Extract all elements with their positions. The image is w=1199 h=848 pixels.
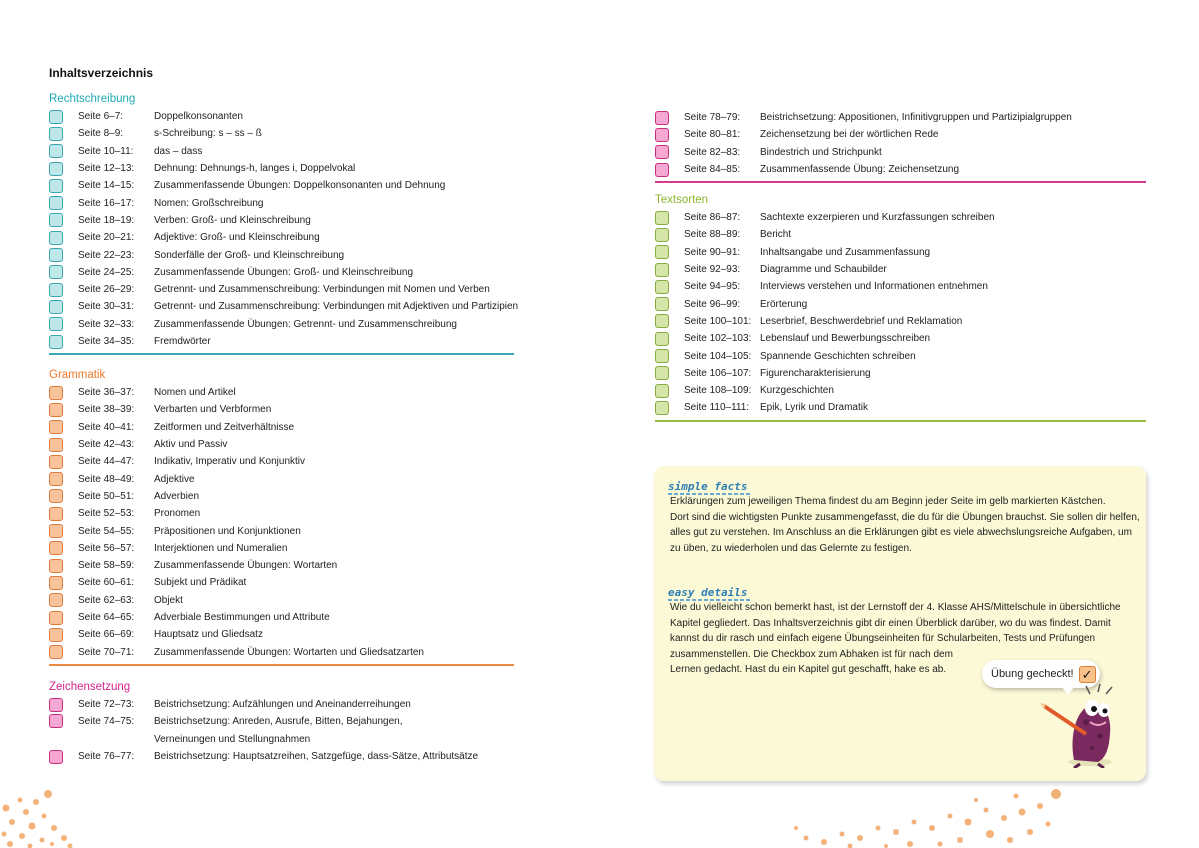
checkbox[interactable] [49,507,63,521]
checkbox[interactable] [49,213,63,227]
topic-title: Bericht [760,229,792,241]
checkmark-icon: ✓ [1079,666,1096,683]
page-range: Seite 86–87: [684,212,741,224]
checkbox[interactable] [49,559,63,573]
section-rechtschreibung [49,91,519,355]
toc-entry [49,540,514,557]
checkbox[interactable] [49,317,63,331]
page-range: Seite 74–75: [78,716,135,728]
topic-title: Zusammenfassende Übungen: Doppelkonsonanten und Dehnung [154,180,446,192]
topic-title: Inhaltsangabe und Zusammenfassung [760,246,931,258]
text-line: Wie du vielleicht schon bemerkt hast, ist der Lernstoff der 4. Klasse AHS/Mittelschule in übersichtliche [670,602,1121,613]
topic-title: Diagramme und Schaubilder [760,264,887,276]
page-range: Seite 22–23: [78,249,135,261]
toc-entry [49,246,514,263]
page-range: Seite 70–71: [78,646,135,658]
checkbox[interactable] [49,196,63,210]
page-range: Seite 34–35: [78,336,135,347]
section-heading: Textsorten [655,194,709,206]
toc-entry [49,748,514,765]
toc-entry [49,125,514,142]
checkbox[interactable] [49,386,63,400]
page-range: Seite 52–53: [78,508,135,520]
topic-title: Epik, Lyrik und Dramatik [760,402,868,414]
section-heading: Rechtschreibung [49,93,136,105]
page-range: Seite 80–81: [684,129,741,141]
toc-entry [49,194,514,211]
topic-title: Objekt [154,594,183,606]
topic-title: Kurzgeschichten [760,385,834,397]
checkbox[interactable] [655,384,669,398]
page-range: Seite 108–109: [684,385,752,397]
toc-entry [655,330,1146,347]
topic-title: Bindestrich und Strichpunkt [760,146,882,158]
text-line: kannst du dir rasch und einfach eigene Übungseinheiten für Schularbeiten, Tests und Prüfungen [670,633,1096,644]
page-range: Seite 88–89: [684,229,741,241]
text-line: Lernen gedacht. Hast du ein Kapitel gut geschafft, hake es ab. [670,664,947,675]
page-range: Seite 100–101: [684,315,752,327]
page-range: Seite 24–25: [78,266,135,278]
section-divider [49,664,514,666]
checkbox[interactable] [49,698,63,712]
page-range: Seite 10–11: [78,145,134,157]
topic-title: Sonderfälle der Groß- und Kleinschreibung [154,249,345,261]
page-range: Seite 20–21: [78,232,135,244]
toc-entry [655,126,1146,143]
toc-entry [655,365,1146,382]
page-range: Seite 12–13: [78,163,135,175]
checkbox[interactable] [49,248,63,262]
checkbox[interactable] [655,349,669,363]
page-range: Seite 84–85: [684,164,741,176]
page-range: Seite 92–93: [684,264,741,276]
page-range: Seite 56–57: [78,542,135,554]
checkbox[interactable] [655,228,669,242]
checkbox[interactable] [49,283,63,297]
topic-title: s-Schreibung: s – ss – ß [154,128,262,140]
topic-title: Figurencharakterisierung [760,367,871,379]
toc-entry [49,470,514,487]
topic-title: Nomen: Großschreibung [154,197,264,209]
toc-entry [655,244,1146,261]
checkbox[interactable] [655,211,669,225]
page-range: Seite 32–33: [78,318,135,330]
toc-entry [49,626,514,643]
topic-title [154,713,514,748]
text-line: zusammenstellen. Die Checkbox zum Abhaken ist für nach dem [670,648,953,660]
page-range: Seite 78–79: [684,112,741,124]
topic-title: Zusammenfassende Übungen: Wortarten [154,560,338,572]
section-divider [655,420,1146,422]
topic-title: Erörterung [760,298,808,310]
section-heading: Zeichensetzung [49,681,131,693]
toc-entry [49,436,514,453]
page-range: Seite 62–63: [78,594,135,606]
topic-title: Adverbiale Bestimmungen und Attribute [154,612,330,623]
section-zeichensetzung [49,679,514,765]
page-range: Seite 48–49: [78,473,135,485]
toc-entry [49,522,514,539]
page-range: Seite 14–15: [78,180,135,192]
toc-entry [655,144,1146,161]
page-range: Seite 50–51: [78,490,135,502]
page-range: Seite 110–111: [684,402,750,414]
page-range: Seite 16–17: [78,197,135,209]
easy-details-heading: easy details [668,586,748,599]
checkbox[interactable] [49,750,63,764]
toc-entry [655,109,1146,126]
checkbox[interactable] [49,144,63,158]
toc-entry [655,278,1146,295]
checkbox[interactable] [49,472,63,486]
toc-entry [49,316,514,333]
section-divider [49,353,514,355]
topic-title: Zusammenfassende Übung: Zeichensetzung [760,164,960,176]
checkbox[interactable] [49,455,63,469]
page-range: Seite 44–47: [78,456,135,468]
topic-title: Adjektive: Groß- und Kleinschreibung [154,232,320,244]
checkbox[interactable] [49,265,63,279]
checkbox[interactable] [49,127,63,141]
checkbox[interactable] [49,593,63,607]
toc-entry [49,574,514,591]
section-heading: Grammatik [49,369,106,381]
toc-entry [655,161,1146,178]
toc-entry [655,399,1146,416]
page-range: Seite 36–37: [78,387,135,399]
topic-title: Verben: Groß- und Kleinschreibung [154,214,311,226]
toc-entry [49,384,514,401]
page-title: Inhaltsverzeichnis [49,66,154,80]
checkbox[interactable] [49,179,63,193]
topic-title: Fremdwörter [154,336,211,347]
checkbox[interactable] [49,524,63,538]
topic-title: Beistrichsetzung: Aufzählungen und Aneinanderreihungen [154,699,411,711]
checkbox[interactable] [655,401,669,415]
checkbox[interactable] [49,420,63,434]
topic-title: Getrennt- und Zusammenschreibung: Verbindungen mit Adjektiven und Partizipien [154,301,519,313]
toc-entry [49,696,514,713]
toc-entry [49,453,514,470]
checkbox[interactable] [49,438,63,452]
checkbox[interactable] [49,645,63,659]
toc-entry [49,505,514,522]
toc-entry [49,557,514,574]
page-range: Seite 6–7: [78,111,124,123]
simple-facts-text [670,494,1140,556]
toc-entry [49,229,514,246]
mascot-illustration [1040,684,1120,768]
topic-title: Zusammenfassende Übungen: Groß- und Kleinschreibung [154,266,414,278]
topic-title: Zusammenfassende Übungen: Wortarten und Gliedsatzarten [154,646,424,658]
checkbox[interactable] [655,366,669,380]
checkbox[interactable] [49,611,63,625]
text-line: Erklärungen zum jeweiligen Thema findest du am Beginn jeder Seite im gelb markierten Kästchen. [670,496,1106,507]
toc-entry [49,281,514,298]
topic-title: Zeichensetzung bei der wörtlichen Rede [760,129,939,141]
checkbox[interactable] [655,280,669,294]
text-line: alles gut zu verstehen. Im Anschluss an die Erklärungen gibt es viele abwechslungsreiche Aufgaben, um [670,527,1132,538]
checkbox[interactable] [655,163,669,177]
toc-entry [49,108,514,125]
checkbox[interactable] [655,314,669,328]
toc-entry [655,209,1146,226]
topic-title: Hauptsatz und Gliedsatz [154,629,263,641]
checkbox[interactable] [49,300,63,314]
section-textsorten [655,192,1146,422]
checkbox[interactable] [49,403,63,417]
toc-entry [49,713,514,748]
checkbox[interactable] [49,489,63,503]
checkbox[interactable] [655,128,669,142]
toc-entry [49,419,514,436]
toc-entry [49,488,514,505]
topic-title: Adverbien [154,490,200,502]
page-range: Seite 66–69: [78,629,135,641]
checkbox[interactable] [49,714,63,728]
page-range: Seite 30–31: [78,301,135,313]
topic-title: das – dass [154,145,203,157]
checkbox[interactable] [49,335,63,349]
page-range: Seite 40–41: [78,421,135,433]
checkbox[interactable] [655,245,669,259]
checkbox[interactable] [655,145,669,159]
page-range: Seite 60–61: [78,577,135,589]
page-range: Seite 54–55: [78,525,135,537]
page-range: Seite 102–103: [684,333,752,345]
toc-entry [49,401,514,418]
page-range: Seite 38–39: [78,404,135,416]
toc-entry [655,226,1146,243]
page-range: Seite 106–107: [684,367,752,379]
topic-title: Zeitformen und Zeitverhältnisse [154,421,295,433]
topic-title: Interjektionen und Numeralien [154,542,288,554]
topic-title: Pronomen [154,508,201,520]
toc-entry [49,177,514,194]
section-divider [655,181,1146,183]
checkbox[interactable] [49,576,63,590]
topic-line: Beistrichsetzung: Anreden, Ausrufe, Bitten, Bejahungen, [154,716,403,728]
toc-entry [49,160,514,177]
page-range: Seite 82–83: [684,146,741,158]
page-range: Seite 90–91: [684,246,741,258]
topic-title: Indikativ, Imperativ und Konjunktiv [154,456,306,468]
checkbox[interactable] [49,162,63,176]
checkbox[interactable] [655,332,669,346]
page-range: Seite 76–77: [78,751,135,763]
page-range: Seite 104–105: [684,350,752,362]
page-range: Seite 96–99: [684,298,741,310]
text-line: zu üben, zu wiederholen und das Gelernte zu festigen. [670,542,912,554]
topic-title: Beistrichsetzung: Appositionen, Infinitivgruppen und Partizipialgruppen [760,112,1072,124]
page-range: Seite 94–95: [684,281,741,293]
page-range: Seite 8–9: [78,128,124,140]
toc-entry [49,643,514,660]
topic-title: Sachtexte exzerpieren und Kurzfassungen schreiben [760,212,995,224]
topic-title: Präpositionen und Konjunktionen [154,525,301,537]
checkbox[interactable] [655,263,669,277]
topic-title: Nomen und Artikel [154,387,236,399]
toc-entry [49,264,514,281]
section-grammatik [49,367,514,666]
page-range: Seite 18–19: [78,214,135,226]
toc-entry [655,347,1146,364]
topic-title: Subjekt und Prädikat [154,577,247,589]
page-range: Seite 58–59: [78,560,135,572]
topic-title: Dehnung: Dehnungs-h, langes i, Doppelvokal [154,163,356,175]
topic-title: Aktiv und Passiv [154,439,228,451]
topic-title: Doppelkonsonanten [154,111,243,123]
topic-title: Lebenslauf und Bewerbungsschreiben [760,333,931,345]
toc-entry [49,212,514,229]
checkbox[interactable] [49,231,63,245]
toc-entry [49,333,514,350]
topic-title: Beistrichsetzung: Hauptsatzreihen, Satzgefüge, dass-Sätze, Attributsätze [154,751,479,763]
decorative-dots-right [790,788,1070,848]
checkbox[interactable] [49,541,63,555]
toc-entry [49,143,514,160]
toc-entry [655,382,1146,399]
toc-entry [655,313,1146,330]
checkbox[interactable] [49,628,63,642]
bubble-text: Übung gecheckt! [991,668,1074,680]
decorative-dots-left [0,786,80,848]
toc-entry [49,609,514,626]
text-line: Dort sind die wichtigsten Punkte zusammengefasst, die du für die Übungen brauchst. Sie sollen dir helfen, [670,511,1140,523]
toc-entry [49,592,514,609]
simple-facts-heading: simple facts [668,480,748,493]
topic-title: Verbarten und Verbformen [154,404,272,416]
page-range: Seite 72–73: [78,699,135,711]
topic-title: Interviews verstehen und Informationen entnehmen [760,281,988,293]
topic-title: Leserbrief, Beschwerdebrief und Reklamation [760,315,963,327]
topic-title: Adjektive [154,473,195,485]
checkbox[interactable] [655,297,669,311]
checkbox[interactable] [655,111,669,125]
topic-line: Verneinungen und Stellungnahmen [154,733,311,745]
toc-entry [655,261,1146,278]
section-zeichensetzung-continued [655,109,1146,183]
toc-entry [49,298,519,315]
page-range: Seite 26–29: [78,284,135,296]
page-range: Seite 42–43: [78,439,135,451]
text-line: Kapitel gegliedert. Das Inhaltsverzeichnis gibt dir einen Überblick darüber, wo du was findest. Damit [670,617,1111,629]
page-range: Seite 64–65: [78,612,135,623]
toc-entry [655,295,1146,312]
topic-title: Spannende Geschichten schreiben [760,350,916,362]
topic-title: Getrennt- und Zusammenschreibung: Verbindungen mit Nomen und Verben [154,284,490,296]
topic-title: Zusammenfassende Übungen: Getrennt- und Zusammenschreibung [154,318,457,330]
checkbox[interactable] [49,110,63,124]
